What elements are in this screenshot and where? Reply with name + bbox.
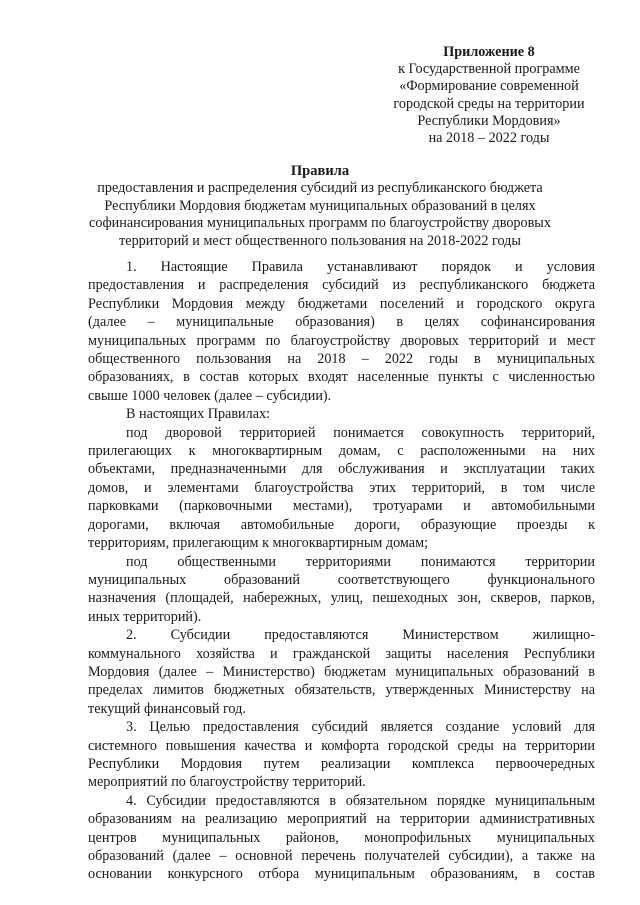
appendix-line: Республики Мордовия» (417, 112, 561, 129)
paragraph-line: территориям, прилегающим к многоквартирным домам; (88, 535, 429, 552)
paragraph (88, 258, 595, 405)
paragraph-line: парковками (парковочными местами), тротуарами и автомобильными (88, 498, 595, 515)
paragraph-line: 1. Настоящие Правила устанавливают порядок и условия (126, 259, 595, 275)
paragraph-line: образованиях, в состав которых входят населенные пункты с численностью (88, 369, 595, 386)
paragraph (88, 424, 595, 553)
subtitle-line: софинансирования муниципальных программ по благоустройству дворовых (89, 215, 551, 232)
paragraph-line: назначения (площадей, набережных, улиц, пешеходных зон, скверов, парков, (88, 590, 595, 607)
paragraph-line: 2. Субсидии предоставляются Министерством жилищно- (126, 627, 595, 644)
paragraph (88, 405, 595, 423)
paragraph-line: 3. Целью предоставления субсидий является создание условий для (126, 719, 595, 736)
subtitle-line: предоставления и распределения субсидий из республиканского бюджета (97, 180, 543, 196)
paragraph-line: под дворовой территорией понимается совокупность территорий, (126, 424, 595, 441)
subtitle-line: территорий и мест общественного пользования на 2018-2022 годы (119, 232, 521, 249)
rules-subtitle (70, 180, 570, 250)
subtitle-line: Республики Мордовия бюджетам муниципальных образований в целях (104, 197, 536, 214)
appendix-header (383, 44, 595, 147)
paragraph-line: предоставления и распределения субсидий из республиканского бюджета (88, 277, 595, 294)
paragraph-line: В настоящих Правилах: (126, 406, 271, 423)
paragraph-line: 4. Субсидии предоставляются в обязательном порядке муниципальным (126, 792, 595, 809)
paragraph-line: под общественными территориями понимаются территории (126, 553, 595, 570)
paragraph (88, 718, 595, 792)
paragraph (88, 553, 595, 627)
paragraph-line: свыше 1000 человек (далее – субсидии). (88, 387, 332, 404)
paragraph-line: Республики Мордовия между бюджетами поселений и городского округа (88, 295, 595, 312)
paragraph-line: домов, и элементами благоустройства этих территорий, в том числе (88, 479, 595, 496)
appendix-line: «Формирование современной (399, 78, 579, 95)
paragraph-line: муниципальных образований соответствующего функционального (88, 571, 595, 588)
paragraph-line: Мордовия (далее – Министерство) бюджетам муниципальных образований в (88, 663, 595, 680)
paragraph-line: коммунального хозяйства и гражданской защиты населения Республики (88, 645, 595, 662)
appendix-line: городской среды на территории (393, 95, 585, 112)
document-body (88, 258, 595, 884)
paragraph-line: пределах лимитов бюджетных обязательств, утвержденных Министерству на (88, 682, 595, 699)
paragraph-line: иных территорий). (88, 608, 202, 625)
paragraph-line: прилегающих к многоквартирным домам, с расположенными на них (88, 443, 595, 460)
paragraph-line: дорогами, включая автомобильные дороги, образующие проезды к (88, 516, 595, 533)
rules-title: Правила (290, 163, 350, 179)
appendix-title: Приложение 8 (443, 44, 535, 60)
paragraph-line: (далее – муниципальные образования) в целях софинансирования (88, 314, 595, 331)
appendix-line: к Государственной программе (398, 61, 580, 78)
paragraph-line: объектами, предназначенными для обслуживания и эксплуатации таких (88, 461, 595, 478)
paragraph-line: муниципальных программ по благоустройству дворовых территорий и мест (88, 332, 595, 349)
paragraph-line: системного повышения качества и комфорта городской среды на территории (88, 737, 595, 754)
paragraph-line: основании конкурсного отбора муниципальным образованиям, в состав (88, 866, 595, 883)
paragraph-line: текущий финансовый год. (88, 700, 246, 717)
paragraph-line: мероприятий по благоустройству территорий. (88, 774, 366, 791)
paragraph-line: Республики Мордовия путем реализации комплекса первоочередных (88, 755, 595, 772)
paragraph-line: образованиям на реализацию мероприятий на территории административных (88, 811, 595, 828)
paragraph (88, 626, 595, 718)
paragraph-line: центров муниципальных районов, монопрофильных муниципальных (88, 829, 595, 846)
appendix-line: на 2018 – 2022 годы (428, 130, 550, 147)
paragraph (88, 792, 595, 884)
paragraph-line: общественного пользования на 2018 – 2022 годы в муниципальных (88, 351, 595, 368)
paragraph-line: образований (далее – основной перечень получателей субсидии), а также на (88, 848, 595, 864)
